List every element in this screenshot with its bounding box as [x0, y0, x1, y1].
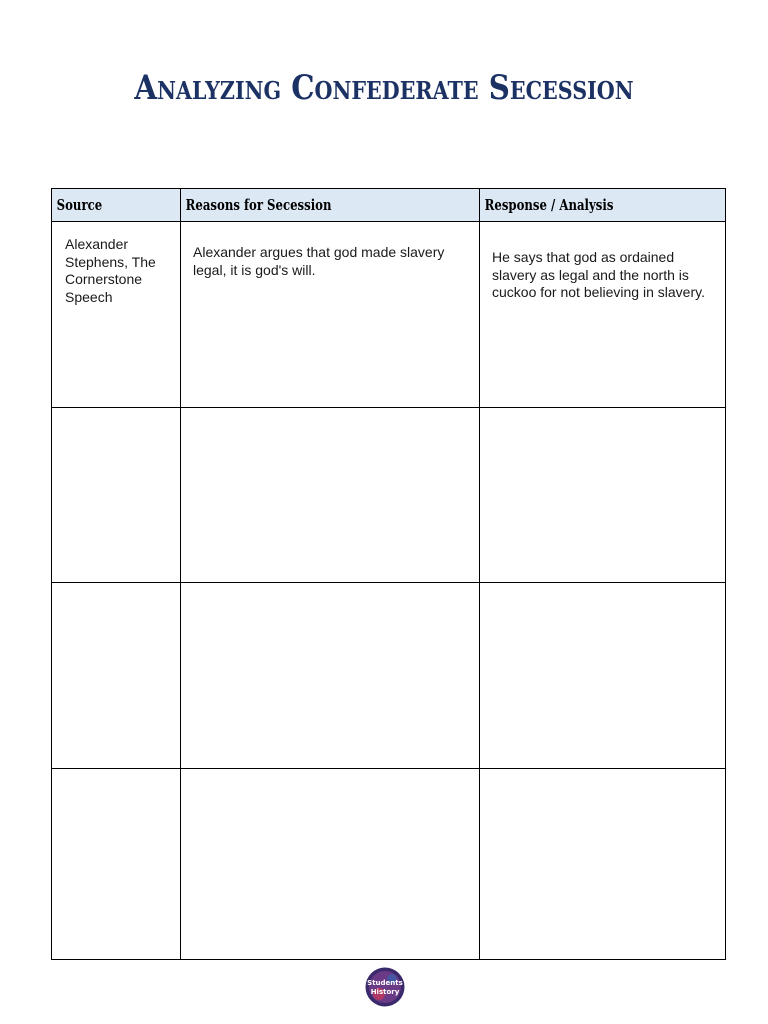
source-text: Alexander Stephens, The Cornerstone Speech — [65, 236, 156, 305]
logo-graphic — [365, 967, 405, 1007]
table-row — [52, 583, 726, 769]
reasons-cell[interactable] — [181, 583, 480, 769]
header-response: Response / Analysis — [480, 189, 726, 222]
analysis-table — [51, 188, 726, 960]
table-row — [52, 222, 726, 408]
logo-text-bottom: History — [370, 988, 400, 996]
students-of-history-logo-icon — [365, 967, 405, 1007]
logo-text-top: Students — [367, 979, 403, 987]
response-cell[interactable] — [480, 769, 726, 960]
response-cell[interactable] — [480, 222, 726, 408]
reasons-cell[interactable] — [181, 222, 480, 408]
source-cell[interactable] — [52, 222, 181, 408]
reasons-text: Alexander argues that god made slavery legal, it is god's will. — [193, 244, 445, 278]
source-cell[interactable] — [52, 408, 181, 583]
response-cell[interactable] — [480, 583, 726, 769]
header-source: Source — [52, 189, 181, 222]
response-text: He says that god as ordained slavery as legal and the north is cuckoo for not believing in slavery. — [492, 249, 705, 300]
table-header-row — [52, 189, 726, 222]
response-cell[interactable] — [480, 408, 726, 583]
page-title: Analyzing Confederate Secession — [134, 68, 634, 108]
table-row — [52, 769, 726, 960]
header-reasons: Reasons for Secession — [181, 189, 480, 222]
reasons-cell[interactable] — [181, 408, 480, 583]
source-cell[interactable] — [52, 583, 181, 769]
table-row — [52, 408, 726, 583]
source-cell[interactable] — [52, 769, 181, 960]
reasons-cell[interactable] — [181, 769, 480, 960]
